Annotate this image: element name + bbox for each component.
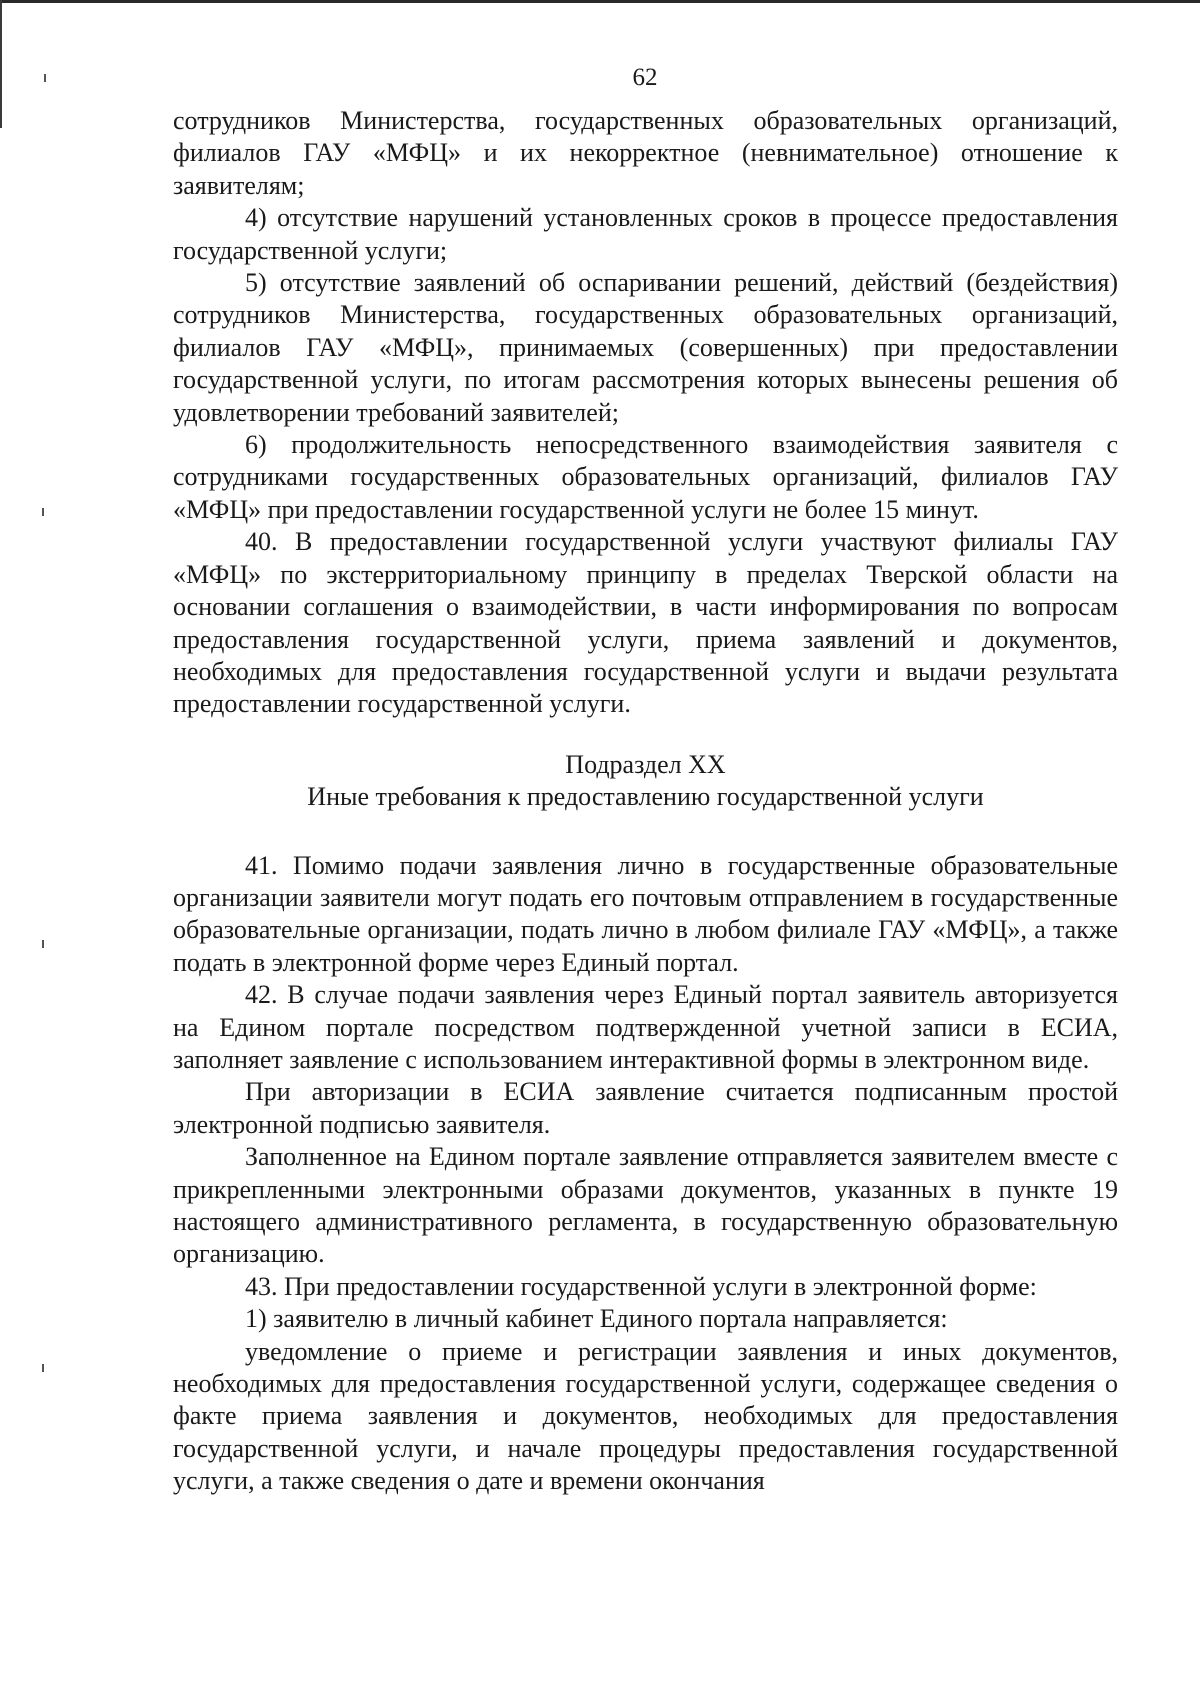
paragraph: 40. В предоставлении государственной услуги участвуют филиалы ГАУ «МФЦ» по экстерриториальному принципу в пределах Тверской области на основании соглашения о взаимодействии, в части информирования по вопросам предоставления государственной услуги, приема заявлений и документов, необходимых для предоставления государственной услуги и выдачи результата предоставлении государственной услуги. — [173, 527, 1118, 719]
paragraph: Заполненное на Едином портале заявление отправляется заявителем вместе с прикрепленными электронными образами документов, указанных в пункте 19 настоящего административного регламента, в государственную образовательную организацию. — [173, 1142, 1118, 1269]
paragraph: сотрудников Министерства, государственных образовательных организаций, филиалов ГАУ «МФЦ» и их некорректное (невнимательное) отношение к заявителям; — [173, 106, 1118, 200]
scan-mark — [42, 1364, 44, 1372]
section-number: Подраздел XX — [565, 749, 726, 779]
paragraph: При авторизации в ЕСИА заявление считается подписанным простой электронной подписью заявителя. — [173, 1077, 1118, 1139]
scan-mark — [42, 508, 44, 516]
document-body — [173, 105, 1118, 1498]
paragraph: 43. При предоставлении государственной услуги в электронной форме: — [245, 1271, 1037, 1301]
paragraph: 4) отсутствие нарушений установленных сроков в процессе предоставления государственной услуги; — [173, 203, 1118, 265]
paragraphs-before-section — [173, 105, 1118, 721]
paragraph: 1) заявителю в личный кабинет Единого портала направляется: — [245, 1304, 948, 1334]
section-heading — [173, 749, 1118, 814]
paragraph: 6) продолжительность непосредственного взаимодействия заявителя с сотрудниками государственных образовательных организаций, филиалов ГАУ «МФЦ» при предоставлении государственной услуги не более 15 минут. — [173, 430, 1118, 524]
paragraphs-after-section — [173, 850, 1118, 1498]
paragraph: 5) отсутствие заявлений об оспаривании решений, действий (бездействия) сотрудников Министерства, государственных образовательных организаций, филиалов ГАУ «МФЦ», принимаемых (совершенных) при предоставлении государственной услуги, по итогам рассмотрения которых вынесены решения об удовлетворении требований заявителей; — [173, 268, 1118, 427]
paragraph: уведомление о приеме и регистрации заявления и иных документов, необходимых для предоставления государственной услуги, содержащее сведения о факте приема заявления и документов, необходимых для предоставления государственной услуги, и начале процедуры предоставления государственной услуги, а также сведения о дате и времени окончания — [173, 1336, 1118, 1496]
paragraph: 41. Помимо подачи заявления лично в государственные образовательные организации заявители могут подать его почтовым отправлением в государственные образовательные организации, подать лично в любом филиале ГАУ «МФЦ», а также подать в электронной форме через Единый портал. — [173, 850, 1118, 977]
section-title: Иные требования к предоставлению государственной услуги — [307, 782, 984, 812]
page-number: 62 — [632, 64, 658, 91]
scan-mark — [42, 940, 44, 948]
page-top-edge — [0, 0, 1200, 3]
paragraph: 42. В случае подачи заявления через Единый портал заявитель авторизуется на Едином портале посредством подтвержденной учетной записи в ЕСИА, заполняет заявление с использованием интерактивной формы в электронном виде. — [173, 980, 1118, 1074]
